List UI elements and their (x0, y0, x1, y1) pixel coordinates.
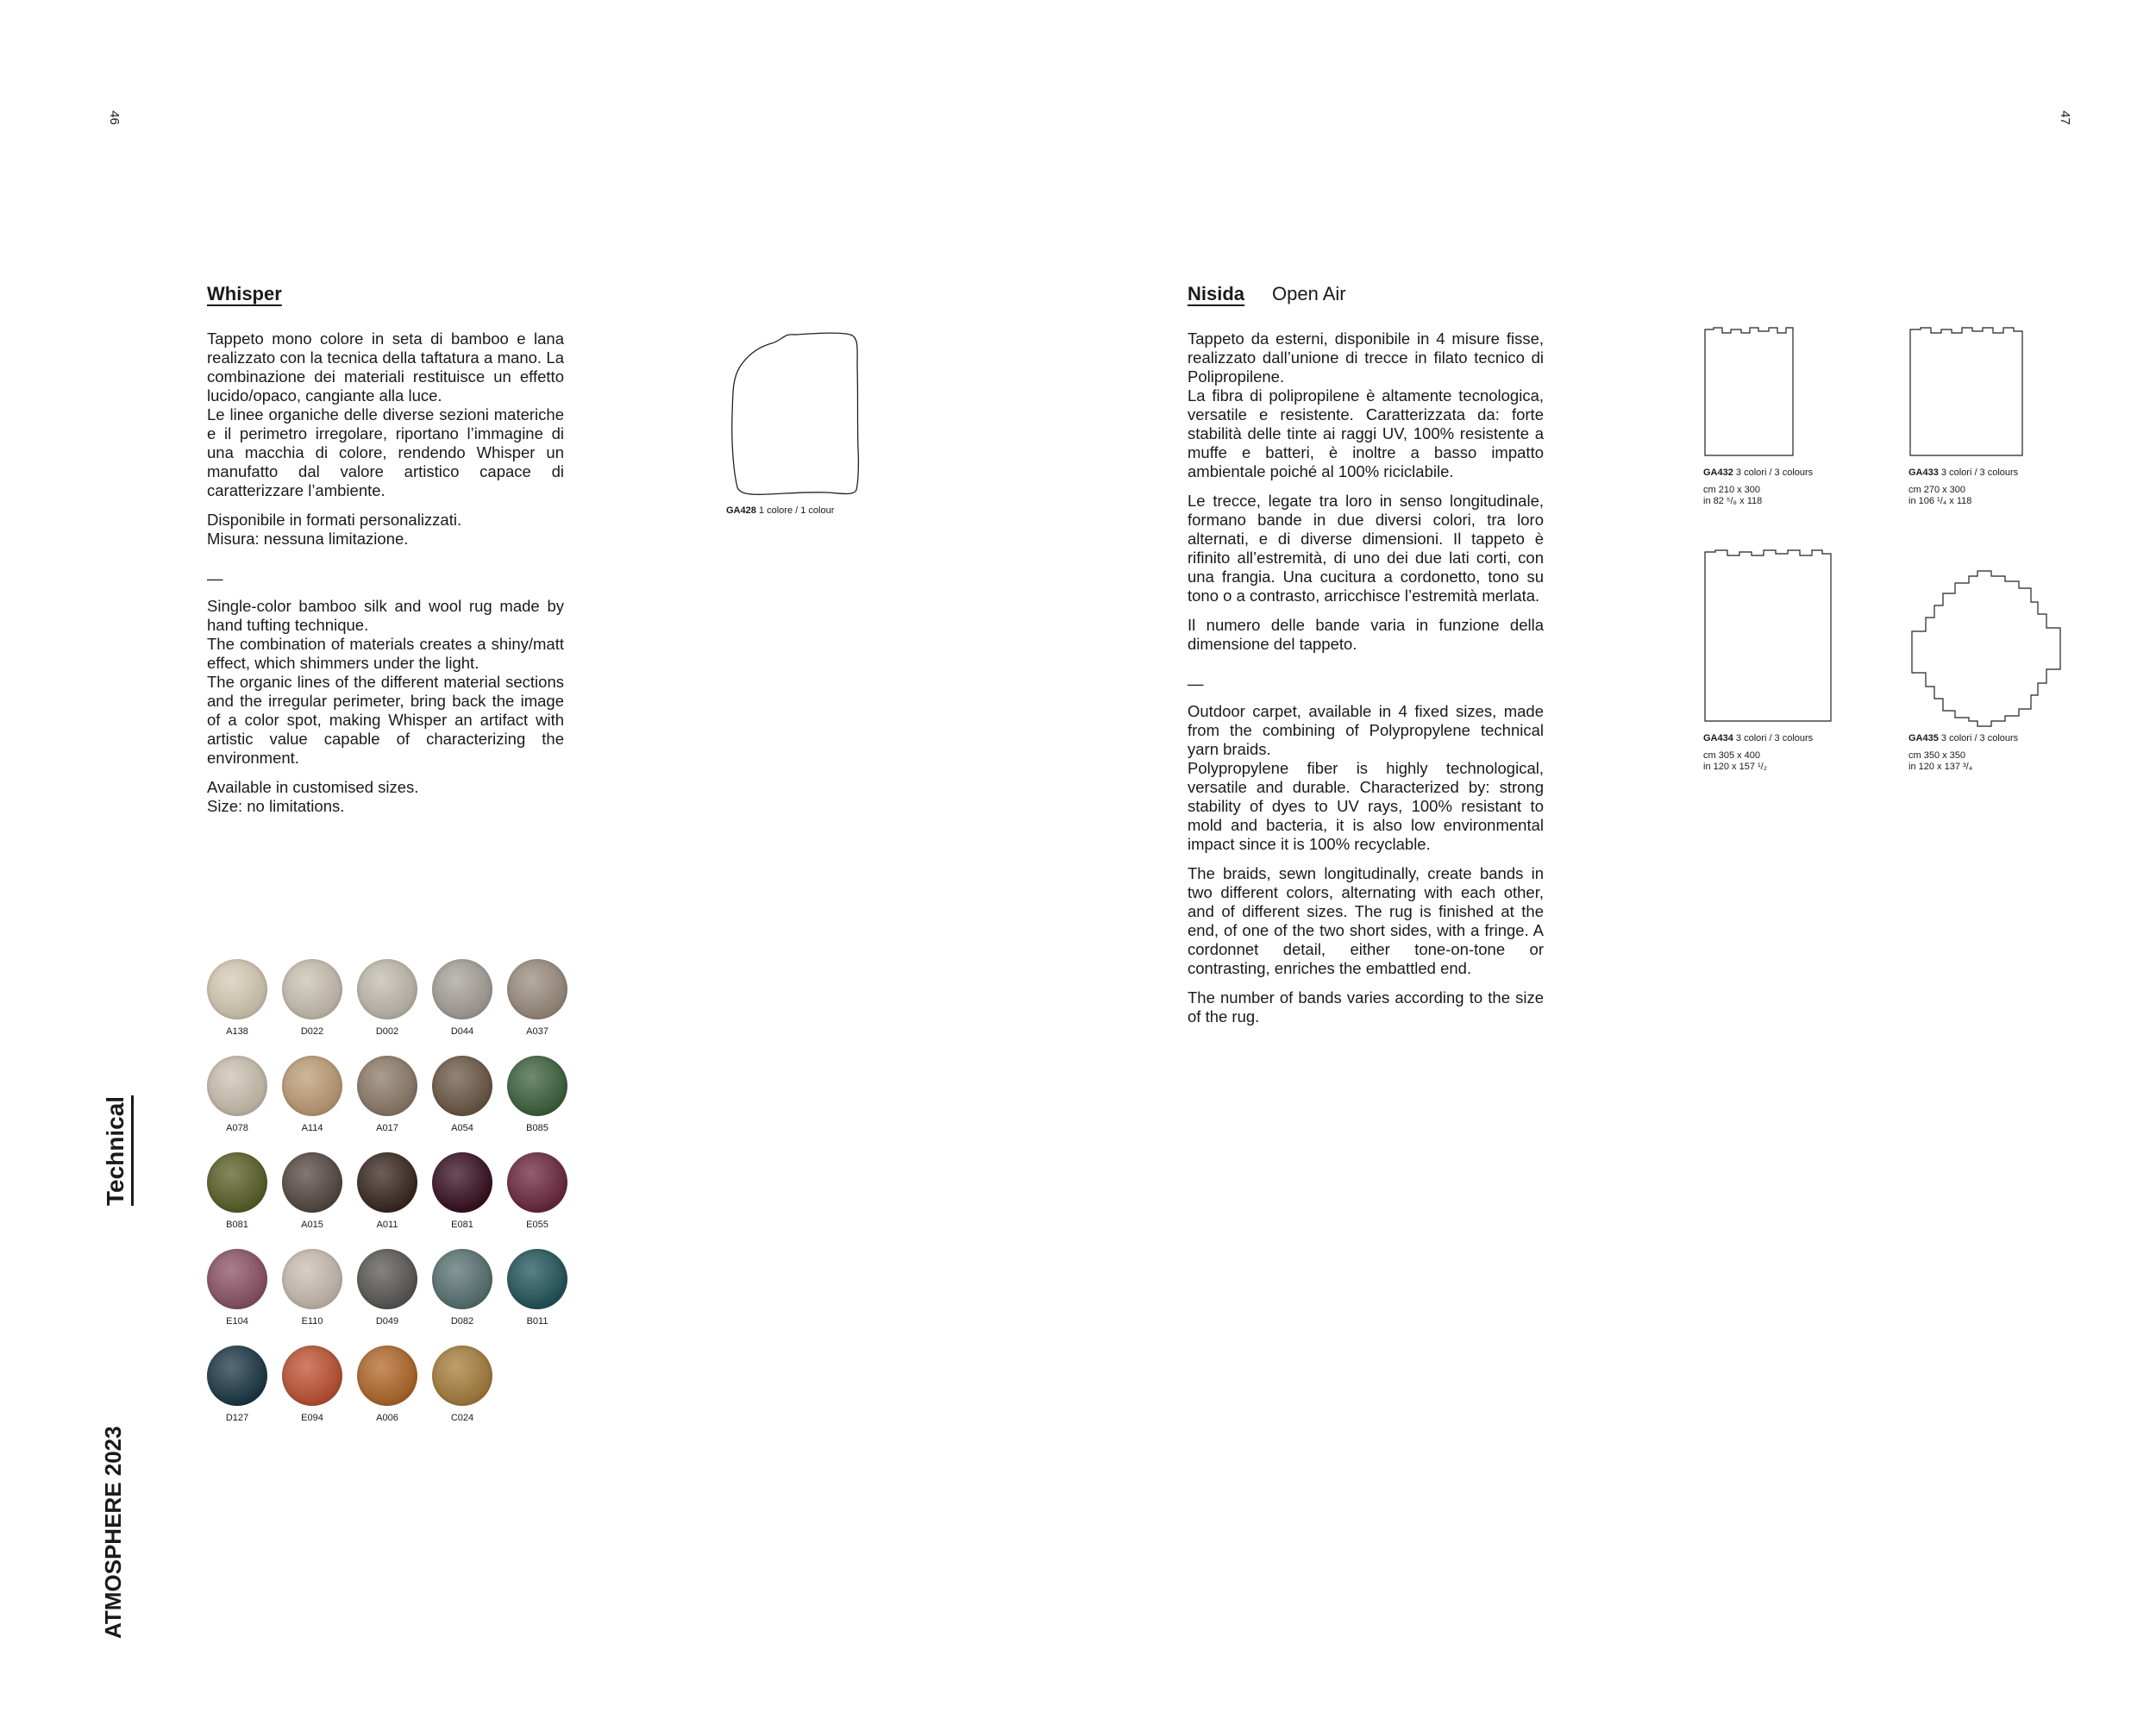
color-swatch (428, 1249, 497, 1327)
swatch-circle (507, 959, 567, 1019)
nisida-shape-ga435 (1908, 569, 2064, 728)
color-swatch (428, 1152, 497, 1230)
color-swatch (278, 959, 347, 1037)
whisper-title: Whisper (207, 283, 282, 304)
nisida-caption-ga435: GA435 3 colori / 3 colours cm 350 x 350 in 120 x 137 ³/₄ (1908, 733, 2019, 772)
swatch-circle (282, 1249, 342, 1309)
swatch-circle (357, 1152, 417, 1213)
swatch-code: D002 (375, 1026, 399, 1037)
color-swatch (503, 959, 572, 1037)
swatch-circle (432, 1152, 492, 1213)
swatch-circle (207, 959, 267, 1019)
whisper-it-1: Tappeto mono colore in seta di bamboo e lana realizzato con la tecnica della taftatura a mano. La combinazione dei materiali restituisce un effetto lucido/opaco, cangiante alla luce. Le linee organiche delle diverse sezioni materiche e il perimetro irregolare, riportano l’immagine di una macchia di colore, rendendo Whisper un manufatto dal valore artistico capace di caratterizzare l’ambiente. (207, 329, 564, 499)
swatch-circle (507, 1249, 567, 1309)
page-number-right: 47 (2057, 110, 2072, 125)
swatch-circle (507, 1056, 567, 1116)
color-swatch (278, 1056, 347, 1133)
color-swatch (203, 1249, 272, 1327)
swatch-code: D082 (450, 1316, 474, 1327)
whisper-description (207, 329, 564, 826)
color-swatch (428, 1346, 497, 1423)
swatch-circle (432, 959, 492, 1019)
color-swatch (428, 1056, 497, 1133)
color-swatch (353, 1249, 422, 1327)
nisida-caption-ga434: GA434 3 colori / 3 colours cm 305 x 400 in 120 x 157 ¹/₂ (1703, 733, 1814, 772)
swatch-circle (207, 1346, 267, 1406)
whisper-it-2: Disponibile in formati personalizzati. Misura: nessuna limitazione. (207, 511, 462, 548)
swatch-circle (207, 1249, 267, 1309)
color-swatch (203, 1346, 272, 1423)
nisida-subtitle: Open Air (1272, 283, 1346, 304)
color-swatch (503, 1152, 572, 1230)
nisida-en-2: The braids, sewn longitudinally, create bands in two different colors, alternating with each other, and of different sizes. The rug is finished at the end, of one of the two short sides, with a fringe. A cordonnet detail, either tone-on-tone or contrasting, enriches the embattled end. (1188, 864, 1544, 977)
nisida-it-3: Il numero delle bande varia in funzione della dimensione del tappeto. (1188, 616, 1544, 653)
whisper-en-1: Single-color bamboo silk and wool rug made by hand tufting technique. The combination of materials creates a shiny/matt effect, which shimmers under the light. The organic lines of the different material sections and the irregular perimeter, bring back the image of a color spot, making Whisper an artifact with artistic value capable of characterizing the environment. (207, 597, 564, 767)
color-swatch (203, 1152, 272, 1230)
swatch-circle (282, 959, 342, 1019)
nisida-en-3: The number of bands varies according to the size of the rug. (1188, 988, 1544, 1026)
swatch-code: A037 (526, 1026, 548, 1037)
swatch-circle (357, 959, 417, 1019)
swatch-circle (507, 1152, 567, 1213)
whisper-shape-caption: GA428 1 colore / 1 colour (726, 505, 835, 516)
color-swatch (353, 1056, 422, 1133)
nisida-title: Nisida (1188, 283, 1245, 304)
side-label-brand: ATMOSPHERE 2023 (100, 1426, 126, 1639)
color-swatch (203, 959, 272, 1037)
swatch-code: E055 (526, 1220, 548, 1230)
nisida-description (1188, 329, 1544, 1037)
nisida-it-2: Le trecce, legate tra loro in senso longitudinale, formano bande in due diversi colori, tra loro alternati, e di diverse dimensioni. Il tappeto è rifinito all’estremità, di uno dei due lati corti, con una frangia. Una cucitura a cordonetto, tono su tono o a contrasto, arricchisce l’estremità merlata. (1188, 492, 1544, 605)
color-swatch (353, 1346, 422, 1423)
swatch-code: A078 (226, 1123, 248, 1133)
swatch-code: E110 (301, 1316, 323, 1327)
swatch-circle (432, 1056, 492, 1116)
swatch-code: A017 (376, 1123, 398, 1133)
swatch-code: A006 (376, 1413, 398, 1423)
swatch-code: C024 (450, 1413, 474, 1423)
color-swatch (278, 1249, 347, 1327)
swatch-code: B085 (526, 1123, 548, 1133)
color-swatch (503, 1056, 572, 1133)
nisida-dash: — (1188, 674, 1204, 693)
swatch-code: D127 (225, 1413, 249, 1423)
swatch-code: B081 (226, 1220, 248, 1230)
color-swatch (428, 959, 497, 1037)
color-swatch (278, 1152, 347, 1230)
swatch-code: D022 (300, 1026, 324, 1037)
swatch-circle (357, 1056, 417, 1116)
color-swatch (353, 959, 422, 1037)
swatch-code: E081 (451, 1220, 473, 1230)
swatch-circle (432, 1249, 492, 1309)
swatch-code: D044 (450, 1026, 474, 1037)
swatch-code: A054 (451, 1123, 473, 1133)
nisida-caption-ga433: GA433 3 colori / 3 colours cm 270 x 300 in 106 ¹/₄ x 118 (1908, 467, 2019, 506)
whisper-en-2: Available in customised sizes. Size: no limitations. (207, 778, 419, 815)
nisida-shape-ga432 (1703, 326, 1798, 457)
swatch-code: E094 (301, 1413, 323, 1423)
nisida-en-1: Outdoor carpet, available in 4 fixed sizes, made from the combining of Polypropylene technical yarn braids. Polypropylene fiber is highly technological, versatile and durable. Characterized by: strong stability of dyes to UV rays, 100% resistant to mold and bacteria, it is also low environmental impact since it is 100% recyclable. (1188, 702, 1544, 853)
page-number-left: 46 (106, 110, 122, 125)
swatch-circle (207, 1056, 267, 1116)
swatch-code: D049 (375, 1316, 399, 1327)
nisida-shape-ga434 (1703, 549, 1834, 723)
whisper-shape-outline (724, 328, 862, 500)
swatch-circle (282, 1056, 342, 1116)
nisida-it-1: Tappeto da esterni, disponibile in 4 misure fisse, realizzato dall’unione di trecce in filato tecnico di Polipropilene. La fibra di polipropilene è altamente tecnologica, versatile e resistente. Caratterizzata da: forte stabilità delle tinte ai raggi UV, 100% resistente a muffe e batteri, è inoltre a basso impatto ambientale poiché al 100% riciclabile. (1188, 329, 1544, 480)
swatch-code: E104 (226, 1316, 248, 1327)
swatch-code: A015 (301, 1220, 323, 1230)
color-swatch (203, 1056, 272, 1133)
whisper-dash: — (207, 569, 223, 587)
color-swatch (278, 1346, 347, 1423)
side-label-divider (131, 1095, 134, 1206)
swatch-code: A138 (226, 1026, 248, 1037)
swatch-code: A114 (301, 1123, 323, 1133)
swatch-circle (357, 1249, 417, 1309)
color-swatch (503, 1249, 572, 1327)
swatch-circle (432, 1346, 492, 1406)
nisida-caption-ga432: GA432 3 colori / 3 colours cm 210 x 300 in 82 ⁵/₈ x 118 (1703, 467, 1814, 506)
swatch-circle (357, 1346, 417, 1406)
color-swatch (353, 1152, 422, 1230)
nisida-shape-ga433 (1908, 326, 2026, 457)
swatch-circle (282, 1152, 342, 1213)
swatch-circle (207, 1152, 267, 1213)
side-label-technical: Technical (102, 1095, 128, 1206)
swatch-code: B011 (526, 1316, 548, 1327)
swatch-circle (282, 1346, 342, 1406)
swatch-code: A011 (376, 1220, 398, 1230)
